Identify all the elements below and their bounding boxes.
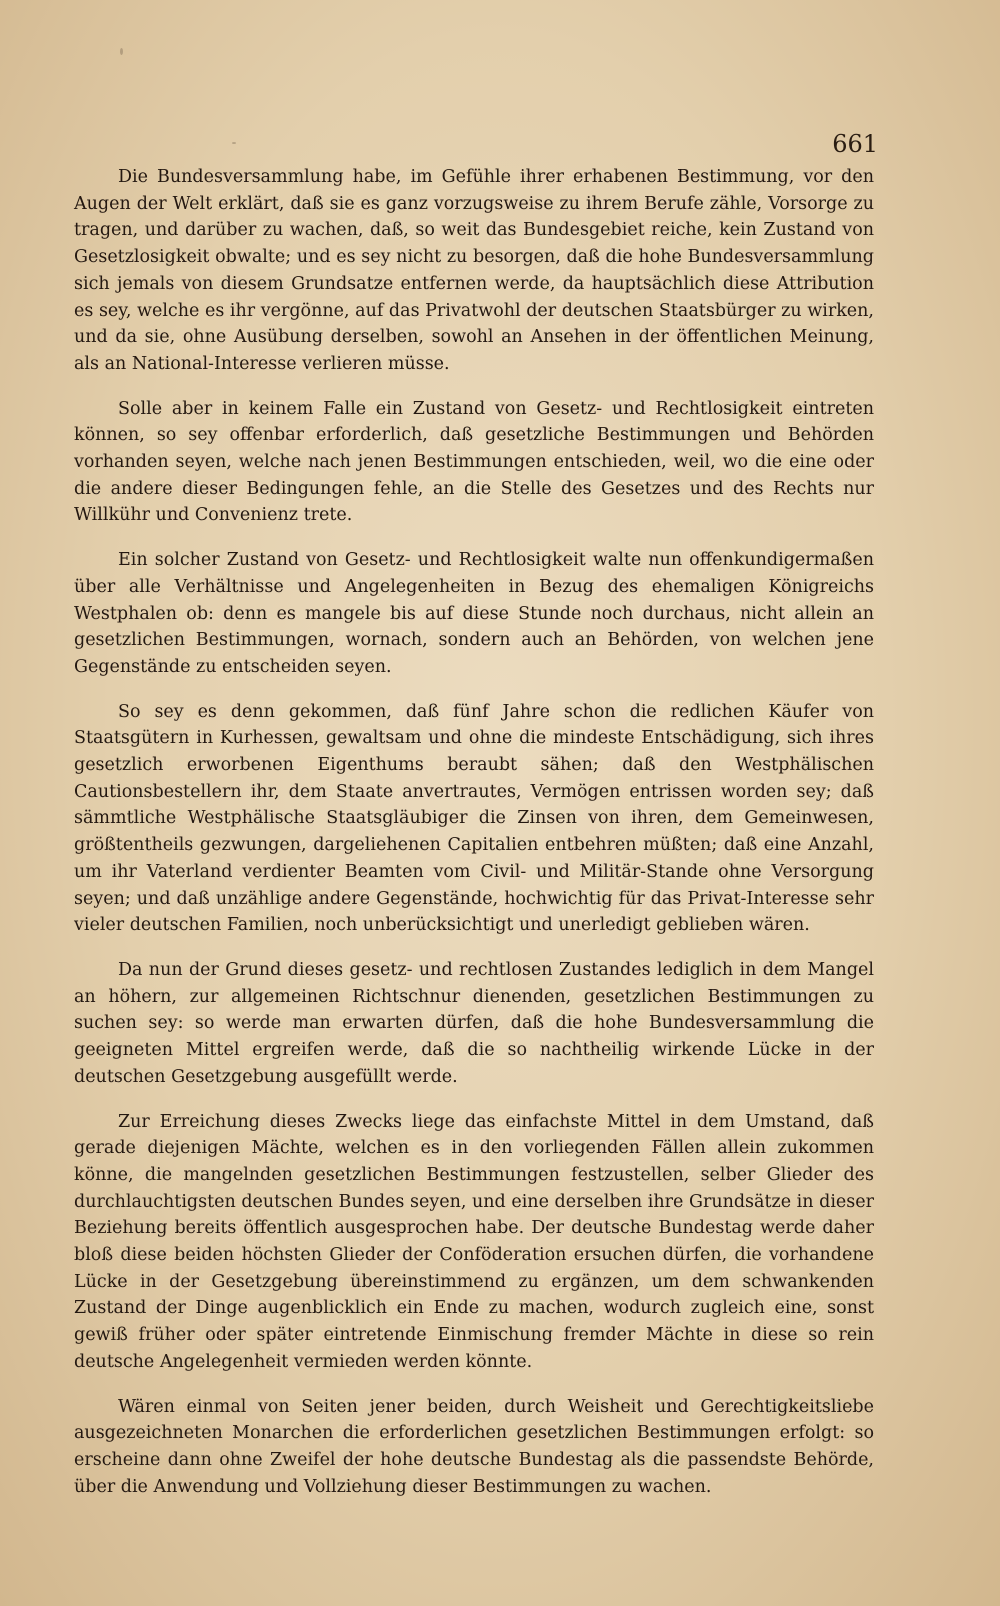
page-number: 661 (832, 130, 878, 158)
paragraph-4: So sey es denn gekommen, daß fünf Jahre schon die redlichen Käufer von Staatsgütern in Kurhessen, gewaltsam und ohne die mindeste Entschädigung, sich ihres gesetzlich erworbenen Eigenthums beraubt sähen; daß den Westphälischen Cautionsbestellern ihr, dem Staate anvertrautes, Vermögen entrissen worden sey; daß sämmtliche Westphälische Staatsgläubiger die Zinsen von ihren, dem Gemeinwesen, größtentheils gezwungen, dargeliehenen Capitalien entbehren müßten; daß eine Anzahl, um ihr Vaterland verdienter Beamten vom Civil- und Militär-Stande ohne Versorgung seyen; und daß unzählige andere Gegenstände, hochwichtig für das Privat-Interesse sehr vieler deutschen Familien, noch unberücksichtigt und unerledigt geblieben wären. (74, 701, 874, 936)
paragraph-2: Solle aber in keinem Falle ein Zustand von Gesetz- und Rechtlosigkeit eintreten können, so sey offenbar erforderlich, daß gesetzliche Bestimmungen und Behörden vorhanden seyen, welche nach jenen Bestimmungen entschieden, weil, wo die eine oder die andere dieser Bedingungen fehle, an die Stelle des Gesetzes und des Rechts nur Willkühr und Convenienz trete. (74, 398, 874, 526)
paper-speck (232, 142, 236, 144)
paragraph-6: Zur Erreichung dieses Zwecks liege das einfachste Mittel in dem Umstand, daß gerade diejenigen Mächte, welchen es in den vorliegenden Fällen allein zukommen könne, die mangelnden gesetzlichen Bestimmungen festzustellen, selber Glieder des durchlauchtigsten deutschen Bundes seyen, und eine derselben ihre Grundsätze in dieser Beziehung bereits öffentlich ausgesprochen habe. Der deutsche Bundestag werde daher bloß diese beiden höchsten Glieder der Conföderation ersuchen dürfen, die vorhandene Lücke in der Gesetzgebung übereinstimmend zu ergänzen, um dem schwankenden Zustand der Dinge augenblicklich ein Ende zu machen, wodurch zugleich eine, sonst gewiß früher oder später eintretende Einmischung fremder Mächte in diese so rein deutsche Angelegenheit vermieden werden könnte. (74, 1111, 874, 1372)
body-text (74, 164, 874, 1518)
paragraph-1: Die Bundesversammlung habe, im Gefühle ihrer erhabenen Bestimmung, vor den Augen der Welt erklärt, daß sie es ganz vorzugsweise zu ihrem Berufe zähle, Vorsorge zu tragen, und darüber zu wachen, daß, so weit das Bundesgebiet reiche, kein Zustand von Gesetzlosigkeit obwalte; und es sey nicht zu besorgen, daß die hohe Bundesversammlung sich jemals von diesem Grundsatze entfernen werde, da hauptsächlich diese Attribution es sey, welche es ihr vergönne, auf das Privatwohl der deutschen Staatsbürger zu wirken, und da sie, ohne Ausübung derselben, sowohl an Ansehen in der öffentlichen Meinung, als an National-Interesse verlieren müsse. (74, 167, 874, 374)
paragraph-3: Ein solcher Zustand von Gesetz- und Rechtlosigkeit walte nun offenkundigermaßen über alle Verhältnisse und Angelegenheiten in Bezug des ehemaligen Königreichs Westphalen ob: denn es mangele bis auf diese Stunde noch durchaus, nicht allein an gesetzlichen Bestimmungen, wornach, sondern auch an Behörden, von welchen jene Gegenstände zu entscheiden seyen. (74, 550, 874, 677)
paragraph-5: Da nun der Grund dieses gesetz- und rechtlosen Zustandes lediglich in dem Mangel an höhern, zur allgemeinen Richtschnur dienenden, gesetzlichen Bestimmungen zu suchen sey: so werde man erwarten dürfen, daß die hohe Bundesversammlung die geeigneten Mittel ergreifen werde, daß die so nachtheilig wirkende Lücke in der deutschen Gesetzgebung ausgefüllt werde. (74, 959, 874, 1087)
paper-speck (120, 48, 123, 55)
paragraph-7: Wären einmal von Seiten jener beiden, durch Weisheit und Gerechtigkeitsliebe ausgezeichneten Monarchen die erforderlichen gesetzlichen Bestimmungen erfolgt: so erscheine dann ohne Zweifel der hohe deutsche Bundestag als die passendste Behörde, über die Anwendung und Vollziehung dieser Bestimmungen zu wachen. (74, 1396, 874, 1497)
